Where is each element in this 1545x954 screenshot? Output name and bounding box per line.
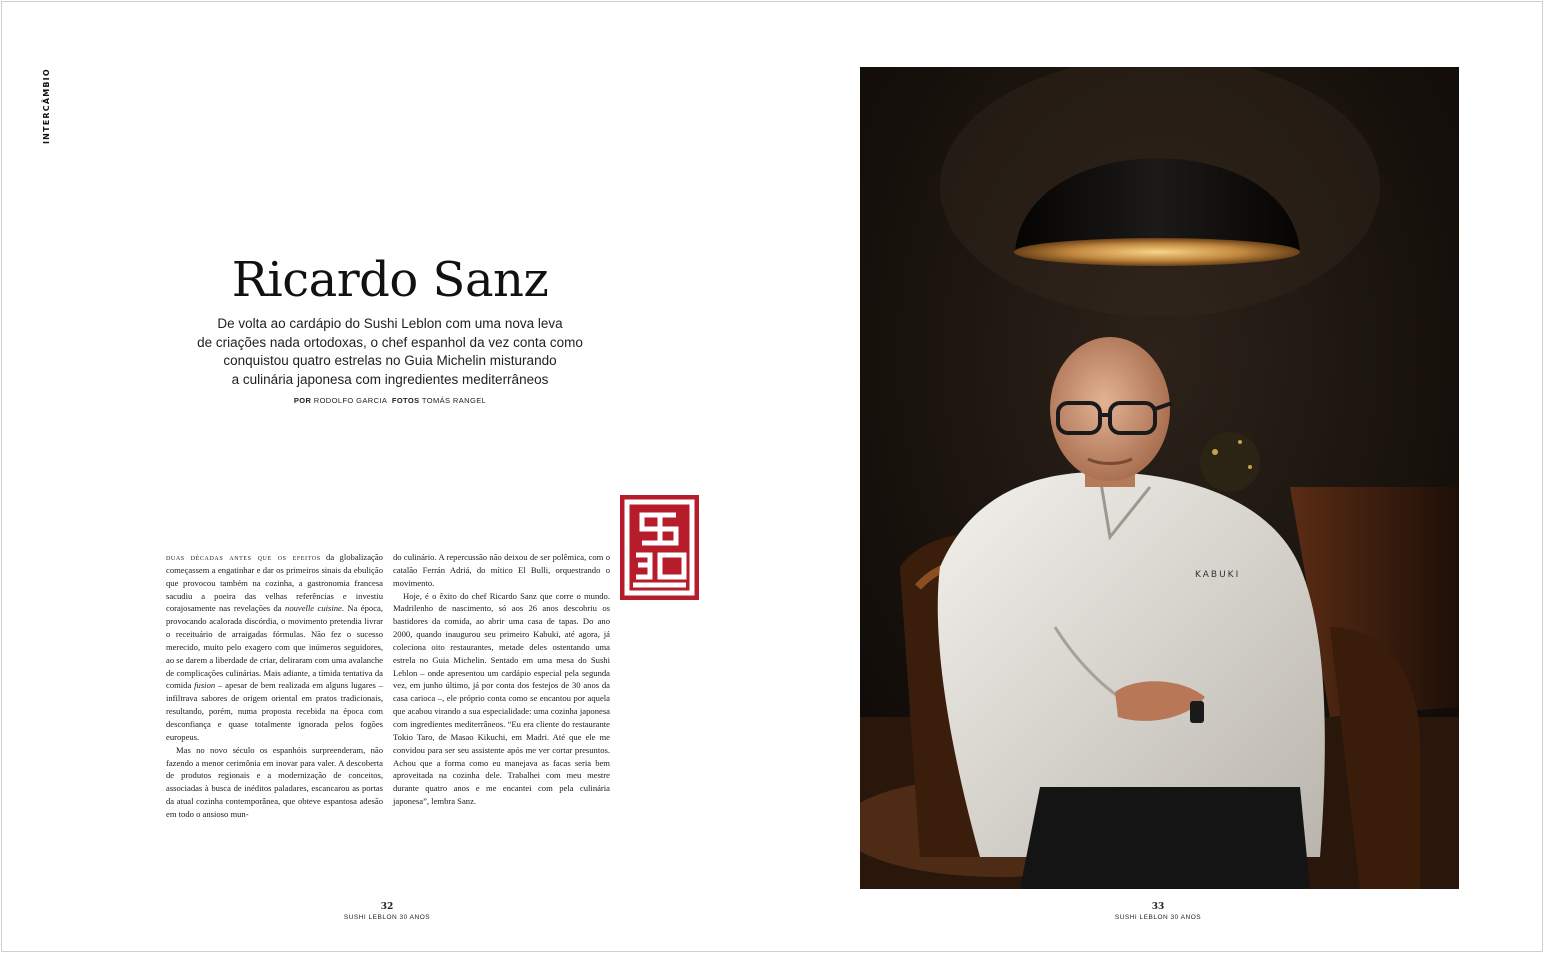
deck-line: conquistou quatro estrelas no Guia Michelin misturando <box>223 353 557 368</box>
body-paragraph: do culinário. A repercussão não deixou de ser polêmica, com o catalão Ferrán Adriá, do mítico El Bulli, orquestrando o movimento. <box>393 552 610 588</box>
body-paragraph <box>166 551 383 744</box>
body-text: . Na época, provocando acalorada discórdia, o movimento pretendia livrar o receituário de arraigadas fórmulas. Não fez o sucesso merecido, muito pelo exagero com que inúmeros seguidores, ao se darem a liberdade de criar, deliraram com uma avalanche de complicações culinárias. Mais adiante, a tímida tentativa da comida <box>166 603 383 691</box>
body-paragraph: Mas no novo século os espanhóis surpreenderam, não fazendo a menor cerimônia em inovar para valer. A descoberta de produtos regionais e a modernização de conceitos, associadas à busca de inéditos paladares, escancarou as portas da atual cozinha contemporânea, que obteve espantosa adesão em todo o ansioso mun- <box>166 744 383 819</box>
folio-left <box>327 902 447 923</box>
article-deck <box>180 315 600 389</box>
sushi-leblon-30-logo <box>620 495 699 600</box>
byline-photographer: TOMÁS RANGEL <box>421 396 487 405</box>
byline <box>200 396 580 405</box>
deck-line: De volta ao cardápio do Sushi Leblon com uma nova leva <box>217 316 563 331</box>
body-column-1 <box>166 551 383 821</box>
body-emphasis: fusion <box>194 680 216 691</box>
body-text: da globalização começassem a engatinhar e dar os primeiros sinais da ebulição que provocou também na cozinha, a gastronomia francesa sacudiu a poeira das velhas referências e investiu corajosamente nas revelações da <box>166 552 383 614</box>
byline-por-label: POR <box>293 396 312 405</box>
byline-author: RODOLFO GARCIA <box>313 396 387 405</box>
magazine-name: SUSHI LEBLON 30 ANOS <box>1114 914 1202 921</box>
jacket-embroidery: KABUKI <box>1195 570 1241 580</box>
portrait-illustration <box>860 67 1459 889</box>
lead-in: duas décadas antes que os efeitos <box>166 552 321 562</box>
section-tag <box>38 66 56 146</box>
body-text: – apesar de bem realizada em alguns lugares – infiltrava sabores de origem oriental em pratos tradicionais, resultando, porém, numa proposta recebida na época com desconfiança e quase totalmente ignorada pelos fogões europeus. <box>166 680 383 742</box>
deck-line: de criações nada ortodoxas, o chef espanhol da vez conta como <box>197 334 583 350</box>
section-tag-label: INTERCÂMBIO <box>42 68 51 144</box>
body-paragraph: Hoje, é o êxito do chef Ricardo Sanz que corre o mundo. Madrilenho de nascimento, só aos 26 anos descobriu os bastidores da comida, ao abrir uma casa de tapas. Do ano 2000, quando inaugurou seu primeiro Kabuki, até agora, já coleciona oito restaurantes, metade deles ostentando uma estrela no Guia Michelin. Sentado em uma mesa do Sushi Leblon – onde apresentou um cardápio especial pela segunda vez, em junho último, já por conta dos festejos de 30 anos da casa carioca –, ele próprio conta como se encantou por aquela que acabou virando a sua especialidade: uma cozinha japonesa com ingredientes mediterrâneos. “Eu era cliente do restaurante Tokio Taro, de Masao Kikuchi, em Madri. Até que ele me convidou para ser seu assistente após me ver cortar presuntos. Achou que a forma como eu manejava as facas seria bem aproveitada na cozinha dele. Trabalhei com meu mestre durante quatro anos e me encantei com pela culinária japonesa”, lembra Sanz. <box>393 590 610 807</box>
chef-portrait-photo <box>860 67 1459 889</box>
byline-fotos-label: FOTOS <box>391 396 420 405</box>
folio-right <box>1098 902 1218 923</box>
page-number: 33 <box>1151 902 1165 912</box>
page-number: 32 <box>380 902 394 912</box>
article-title: Ricardo Sanz <box>231 252 549 308</box>
magazine-name: SUSHI LEBLON 30 ANOS <box>343 914 431 921</box>
body-column-2 <box>393 551 610 808</box>
logo-emblem-icon <box>620 495 699 600</box>
body-emphasis: nouvelle cuisine <box>285 603 342 614</box>
deck-line: a culinária japonesa com ingredientes mediterrâneos <box>231 371 549 387</box>
